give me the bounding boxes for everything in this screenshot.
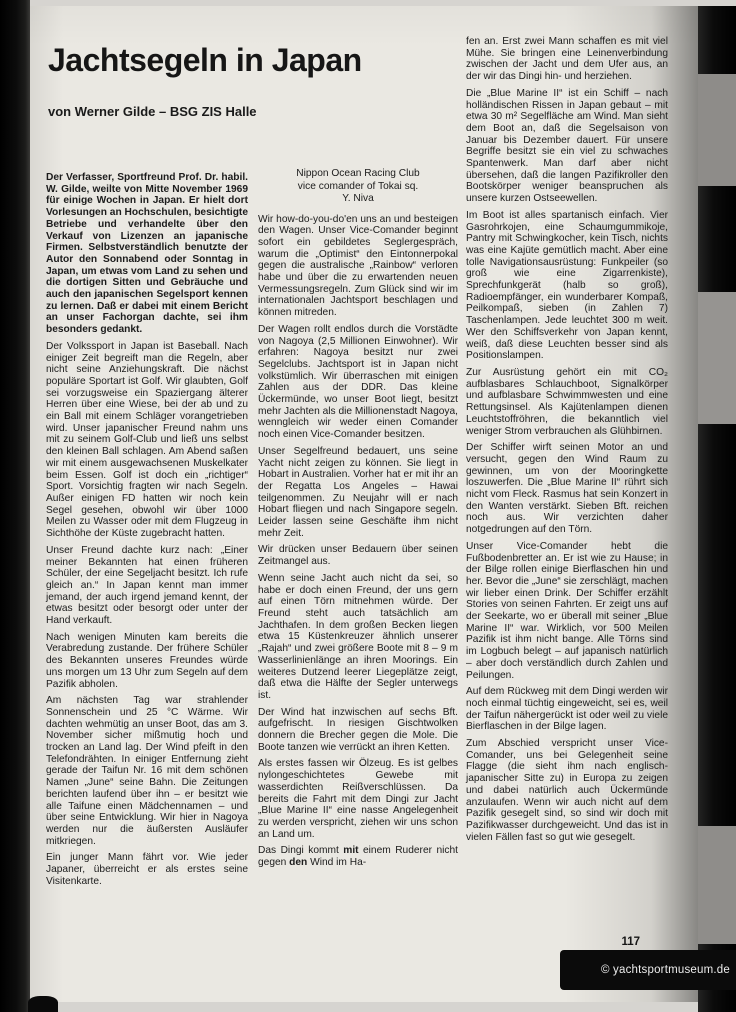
scan-artifact bbox=[698, 826, 736, 944]
scan-artifact bbox=[698, 74, 736, 186]
article-paragraph: Als erstes fassen wir Ölzeug. Es ist gelbes nylongeschichtetes Gewebe mit wasserdichten Reißverschlüssen. Da bereits die Fahrt mit dem Dingi zur Jacht „Blue Marine II“ eine nasse Angelegenheit zu werden verspricht, ziehen wir uns schon an Land um. bbox=[258, 758, 458, 840]
article-paragraph: Im Boot ist alles spartanisch einfach. Vier Gasrohrkojen, eine Schaumgummikoje, Pantry mit Schwingkocher, kein Tisch, nichts was eine Kajüte gemütlich macht. Aber eine tolle Navigationsausrüstung: Funkpeiler (so groß wie eine Zigarrenkiste), Sprechfunkgerät (halb so groß), Radioempfänger, ein wunderbarer Kompaß, Peilkompaß, sieben (in Zahlen 7) Taschenlampen. Jede leuchtet 300 m weit. Wer den Schiffsverkehr von Japan kennt, weiß, daß diese Leuchten besser sind als Positionslampen. bbox=[466, 209, 668, 362]
article-paragraph: Zur Ausrüstung gehört ein mit CO₂ aufblasbares Schlauchboot, Signalkörper und aufblasbare Schwimmwesten und eine Rettungsinsel. Als Kajütenlampen dienen Leuchtstoffröhren, die bekanntlich viel weniger Strom verbrauchen als Glühbirnen. bbox=[466, 366, 668, 437]
article-paragraph: Nach wenigen Minuten kam bereits die Verabredung zustande. Der frühere Schüler des Bekannten unseres Freundes würde uns morgen um 13 Uhr zum Segeln auf dem Pazifik abholen. bbox=[46, 631, 248, 690]
scan-edge-left bbox=[0, 0, 30, 1012]
scan-artifact bbox=[698, 292, 736, 424]
paper bbox=[30, 6, 698, 1002]
article-paragraph: Auf dem Rückweg mit dem Dingi werden wir noch einmal tüchtig eingeweicht, sei es, weil der Taifun nähergerückt ist oder weil zu viele Bierflaschen in der Bilge lagen. bbox=[466, 686, 668, 733]
text-column-1 bbox=[46, 172, 248, 892]
club-header-line: Y. Niva bbox=[342, 193, 374, 204]
article-paragraph: Der Verfasser, Sportfreund Prof. Dr. habil. W. Gilde, weilte von Mitte November 1969 für einige Wochen in Japan. Er hielt dort Vorlesungen an Hochschulen, besichtigte Betriebe und verhandelte über den Verkauf von Lizenzen an japanische Firmen. Selbstverständlich benutzte der Autor den Sonnabend oder Sonntag in Japan, um etwas vom Land zu sehen und die dortigen Sitten und Gebräuche und auch den japanischen Segelsport kennen zu lernen. Daß er dabei mit einem Bericht an unser Fachorgan dachte, sei ihm besonders gedankt. bbox=[46, 172, 248, 336]
article-paragraph: Unser Segelfreund bedauert, uns seine Yacht nicht zeigen zu können. Sie liegt in Hobart in Australien. Vorher hat er mit ihr an der Regatta Los Angeles – Hawai teilgenommen. Zu Neujahr will er nach Hobart fliegen und nach Singapore segeln. Leider lassen seine Geschäfte ihm nicht mehr Zeit. bbox=[258, 445, 458, 539]
scan-artifact bbox=[28, 996, 58, 1012]
article-paragraph: Am nächsten Tag war strahlender Sonnenschein und 25 °C Wärme. Wir dachten wehmütig an unser Boot, das am 3. November sicher mißmutig hoch und trocken an Land lag. Der Wind pfeift in den Telefondrähten. In einiger Entfernung zieht gerade der Taifun Nr. 16 mit dem schönen Namen „June“ seine Bahn. Die Zeitungen berichten laufend über ihn – er besitzt wie alle Taifune einen Mädchennamen – und über seine Entwicklung. Wir hier in Nagoya werden nur die äußersten Ausläufer mitkriegen. bbox=[46, 695, 248, 847]
watermark: © yachtsportmuseum.de bbox=[600, 964, 730, 976]
club-header-line: vice comander of Tokai sq. bbox=[297, 180, 419, 192]
text-column-2 bbox=[258, 168, 458, 874]
scan-edge-top bbox=[30, 0, 736, 6]
text-column-3 bbox=[466, 36, 668, 848]
article-paragraph: Die „Blue Marine II“ ist ein Schiff – nach holländischen Rissen in Japan gebaut – mit etwa 30 m² Segelfläche am Wind. Man sieht dem Boot an, daß die Segelsaison von Januar bis Dezember dauert. Für unsere Begriffe besitzt sie ein viel zu schwaches Spantenwerk. Man darf aber nicht übersehen, daß die langen Pazifikroller den Bootskörper weniger beanspruchen als unsere kurzen Ostseewellen. bbox=[466, 87, 668, 205]
watermark-background bbox=[560, 950, 736, 990]
scan-edge-right bbox=[698, 0, 736, 1012]
article-paragraph: Der Wind hat inzwischen auf sechs Bft. aufgefrischt. In riesigen Gischtwolken donnern die Brecher gegen die Mole. Die Boote tanzen wie verrückt an ihren Ketten. bbox=[258, 706, 458, 753]
page-number: 117 bbox=[621, 936, 640, 948]
article-paragraph: Der Schiffer wirft seinen Motor an und versucht, gegen den Wind Raum zu gewinnen, um von der Mooringkette loszuwerfen. Die „Blue Marine II“ rührt sich nicht vom Fleck. Rasmus hat sein Konzert in den Wanten verstärkt. Sieben Bft. reichen noch aus. Wir verzichten daher notgedrungen auf den Törn. bbox=[466, 442, 668, 536]
club-header bbox=[258, 168, 458, 206]
scan-edge-bottom bbox=[30, 1002, 698, 1012]
article-paragraph: Wir how-do-you-do'en uns an und besteigen den Wagen. Unser Vice-Comander beginnt sofort ein gebildetes Seglergespräch, warum die „Optimist“ den Eintonnerpokal gegen die australische „Rainbow“ verloren habe und über die zu erwartenden neuen Vermessungsregeln. Zum Glück sind wir im internationalen Jachtsport beschlagen und können mitreden. bbox=[258, 213, 458, 319]
article-paragraph: Wenn seine Jacht auch nicht da sei, so habe er doch einen Freund, der uns gern auf einen Törn mitnehmen würde. Der Freund steht auch tatsächlich am Jachthafen. In dem großen Becken liegen etwa 15 Küstenkreuzer ähnlich unserer „Rajah“ und zwei größere Boote mit 8 – 9 m Wasserlinienlänge an ihren Moorings. Ein weiteres Dutzend leerer Liegeplätze zeigt, daß etwa die Hälfte der Segler unterwegs ist. bbox=[258, 572, 458, 701]
article-paragraph: Das Dingi kommt mit einem Ruderer nicht gegen den Wind im Ha- bbox=[258, 845, 458, 869]
article-paragraph: Der Wagen rollt endlos durch die Vorstädte von Nagoya (2,5 Millionen Einwohner). Wir erfahren: Nagoya besitzt nur zwei Segelclubs. Jachtsport ist in Japan nicht volkstümlich. Wir überraschen mit einigen Zahlen aus der DDR. Das kleine Ückermünde, wo unser Boot liegt, besitzt mehr Jachten als die Millionenstadt Nagoya, wenngleich wir weder einen Comander noch einen Vice-Comander besitzen. bbox=[258, 323, 458, 441]
article-byline: von Werner Gilde – BSG ZIS Halle bbox=[48, 104, 257, 119]
article-paragraph: Wir drücken unser Bedauern über seinen Zeitmangel aus. bbox=[258, 544, 458, 568]
article-paragraph: Unser Freund dachte kurz nach: „Einer meiner Bekannten hat einen früheren Schüler, der eine Segeljacht besitzt. Ich rufe gleich an.“ In Japan kennt man immer jemand, der auch irgend jemand kennt, der etwas besitzt oder besorgt oder unter der Hand verkauft. bbox=[46, 544, 248, 627]
article-title: Jachtsegeln in Japan bbox=[48, 42, 362, 78]
article-paragraph: Zum Abschied verspricht unser Vice-Comander, uns bei Gelegenheit seine Flagge (die sieht ihm nach englisch-japanischer Sitte zu) in Europa zu zeigen und dabei natürlich auch Ückermünde anzulaufen. Wenn wir auch nicht auf dem Pazifik gesegelt sind, so sind wir doch mit Pazifikwasser durchgeweicht. Und das ist in vielen Fällen fast so gut wie gesegelt. bbox=[466, 738, 668, 843]
article-paragraph: Unser Vice-Comander hebt die Fußbodenbretter an. Er ist wie zu Hause; in der Bilge rollen einige Bierflaschen hin und her. Bevor die „June“ sie zerschlägt, machen wir lieber einen Drink. Der Schiffer erzählt Stories von seinen Fahrten. Er zeigt uns auf der Seekarte, wo er überall mit seiner „Blue Marine II“ war. Wirklich, vor 500 Meilen Pazifik ist ihm nicht bange. Alle Törns sind im Logbuch belegt – auf japanisch natürlich – aber doch verständlich durch Zahlen und Peilungen. bbox=[466, 540, 668, 681]
club-header-line: Nippon Ocean Racing Club bbox=[296, 168, 420, 179]
article-paragraph: Der Volkssport in Japan ist Baseball. Nach einiger Zeit begreift man die Regeln, aber nicht seine Anziehungskraft. Die nächst populäre Sportart ist Golf. Wir glaubten, Golf sei vorzugsweise ein Spaziergang älterer Herren über eine Wiese, bei der ab und zu ein Ball mit einem Schläger vorangetrieben wird. Unser japanischer Freund nahm uns mit zu seinem Golf-Club und ließ uns selbst den kleinen Ball schlagen. Am Abend saßen wir mit einem ausgewachsenen Muskelkater beim Essen. Golf ist doch ein „richtiger“ Sport. Vorsichtig fragten wir nach Segeln. Außer einigen FD hatten wir noch kein Segel gesehen, obwohl wir über 1000 Meilen zu Wasser oder mit dem Flugzeug in Sichthöhe der Küste zugebracht hatten. bbox=[46, 340, 248, 540]
article-paragraph: Ein junger Mann fährt vor. Wie jeder Japaner, überreicht er als erstes seine Visitenkarte. bbox=[46, 852, 248, 887]
article-paragraph: fen an. Erst zwei Mann schaffen es mit viel Mühe. Sie bringen eine Leinenverbindung zwischen der Jacht und dem Ufer aus, an der wir das Dingi hin- und herziehen. bbox=[466, 36, 668, 83]
